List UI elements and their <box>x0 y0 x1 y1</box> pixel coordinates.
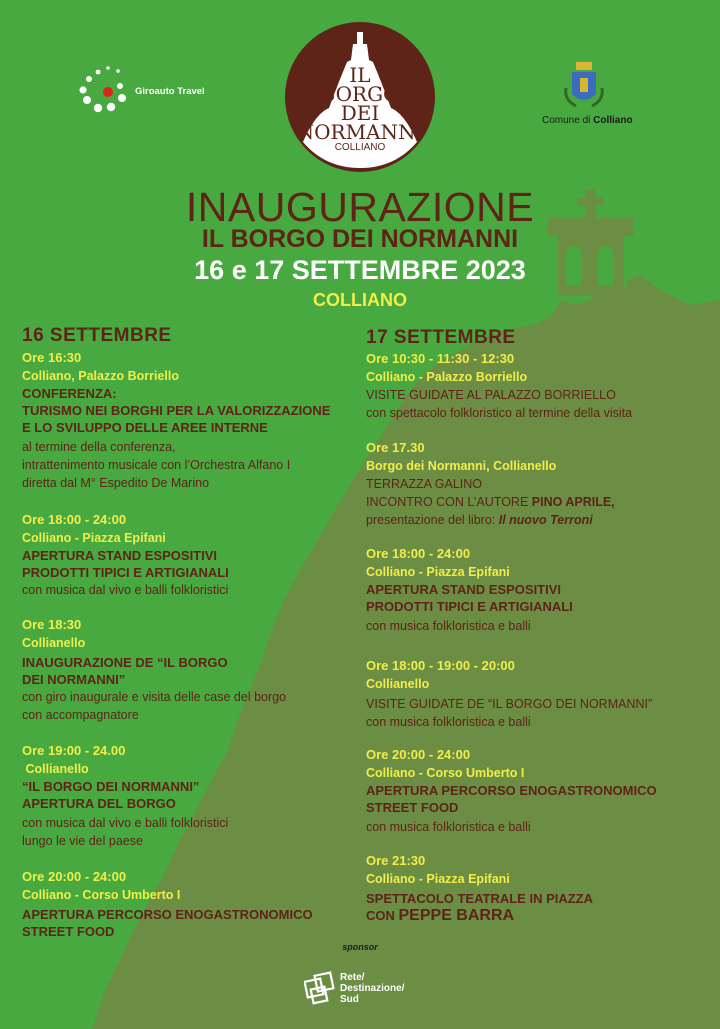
performer-name: PEPPE BARRA <box>398 907 515 924</box>
event-desc-line: con musica dal vivo e balli folkloristici <box>22 583 229 597</box>
event-place: Colliano - Piazza Epifani <box>22 531 166 545</box>
event-place: Collianello <box>366 677 430 691</box>
event-title-line: STREET FOOD <box>22 924 115 939</box>
day2-title: 17 SETTEMBRE <box>366 327 516 348</box>
day2-event-3 <box>366 545 573 635</box>
event-time: Ore 21:30 <box>366 853 426 868</box>
main-title: INAUGURAZIONE <box>185 184 535 230</box>
main-subtitle: IL BORGO DEI NORMANNI <box>201 225 519 253</box>
borgo-logo-title <box>285 63 435 144</box>
event-title-line: E LO SVILUPPO DELLE AREE INTERNE <box>22 420 268 435</box>
event-time: Ore 20:00 - 24:00 <box>22 869 127 884</box>
event-title-line: TURISMO NEI BORGHI PER LA VALORIZZAZIONE <box>22 403 331 418</box>
borgo-logo-sub: COLLIANO <box>334 142 386 153</box>
comune-label <box>542 115 633 126</box>
sponsor-label: sponsor <box>342 942 378 952</box>
event-title-line: APERTURA STAND ESPOSITIVI <box>366 582 562 597</box>
event-desc-line: con musica folkloristica e balli <box>366 715 531 729</box>
event-desc-line: lungo le vie del paese <box>22 834 143 848</box>
day1-title: 16 SETTEMBRE <box>22 325 172 346</box>
event-time: Ore 18:30 <box>22 617 82 632</box>
event-title-line: PRODOTTI TIPICI E ARTIGIANALI <box>22 565 229 580</box>
rete-line2: Destinazione/ <box>340 983 405 994</box>
borgo-logo <box>285 22 435 172</box>
rete-logo-text <box>340 972 404 1005</box>
event-time: Ore 19:00 - 24.00 <box>22 743 126 758</box>
event-desc-line <box>366 511 615 529</box>
giroauto-logo-icon <box>78 64 128 114</box>
event-place: Collianello <box>22 636 86 650</box>
event-desc-line: diretta dal M° Espedito De Marino <box>22 476 210 490</box>
event-dates: 16 e 17 SETTEMBRE 2023 <box>194 255 526 285</box>
event-title-line: CONFERENZA: <box>22 386 117 401</box>
rete-line3: Sud <box>340 994 359 1005</box>
day2-event-2 <box>366 439 615 529</box>
event-title-line: STREET FOOD <box>366 800 459 815</box>
event-title-line: DEI NORMANNI” <box>22 672 126 687</box>
comune-crest-icon <box>562 58 606 110</box>
event-time: Ore 18:00 - 19:00 - 20:00 <box>366 658 515 673</box>
day1-event-2 <box>22 511 229 599</box>
event-text: INCONTRO CON L’AUTORE <box>366 495 532 509</box>
day1-event-1 <box>22 349 330 492</box>
borgo-logo-line2: BORGO <box>320 82 400 106</box>
rete-logo-icon <box>304 970 336 1006</box>
day1-event-4 <box>22 742 228 850</box>
borgo-logo-line1: IL <box>349 63 371 87</box>
event-desc-line: intrattenimento musicale con l’Orchestra Alfano I <box>22 458 291 472</box>
event-title-line: VISITE GUIDATE DE “IL BORGO DEI NORMANNI” <box>366 697 653 711</box>
event-time: Ore 17.30 <box>366 440 425 455</box>
event-place: Colliano - Corso Umberto I <box>366 766 525 780</box>
event-time: Ore 18:00 - 24:00 <box>366 546 471 561</box>
event-place: Colliano - Piazza Epifani <box>366 872 510 886</box>
event-place: COLLIANO <box>313 290 407 310</box>
comune-prefix: Comune di <box>542 115 594 126</box>
event-desc-line: con accompagnatore <box>22 708 139 722</box>
event-place: Colliano - Piazza Epifani <box>366 565 510 579</box>
event-title-line: APERTURA STAND ESPOSITIVI <box>22 548 218 563</box>
event-place: Borgo dei Normanni, Collianello <box>366 459 557 473</box>
event-time: Ore 18:00 - 24:00 <box>22 512 127 527</box>
giroauto-logo-text: Giroauto Travel <box>135 86 205 97</box>
event-title-line: SPETTACOLO TEATRALE IN PIAZZA <box>366 891 594 906</box>
event-place: Colliano, Palazzo Borriello <box>22 369 179 383</box>
comune-name: Colliano <box>593 115 633 126</box>
event-desc-line: al termine della conferenza, <box>22 440 176 454</box>
event-title-line: VISITE GUIDATE AL PALAZZO BORRIELLO <box>366 388 616 402</box>
borgo-logo-line4: NORMANNI <box>296 120 424 144</box>
day2-event-1 <box>366 350 632 422</box>
rete-line1: Rete/ <box>340 972 365 983</box>
event-text: CON <box>366 908 399 923</box>
day1-event-5 <box>22 868 313 940</box>
book-title: Il nuovo Terroni <box>498 513 593 527</box>
event-title-line: “IL BORGO DEI NORMANNI” <box>22 779 200 794</box>
event-desc-line: con musica dal vivo e balli folkloristici <box>22 816 229 830</box>
event-title-line: APERTURA PERCORSO ENOGASTRONOMICO <box>366 783 657 798</box>
event-time: Ore 10:30 - 11:30 - 12:30 <box>366 351 515 366</box>
day2-event-6 <box>366 852 593 924</box>
event-desc-line: con musica folkloristica e balli <box>366 820 531 834</box>
event-desc-line: con musica folkloristica e balli <box>366 619 531 633</box>
author-name: PINO APRILE, <box>531 495 615 509</box>
event-title-line: APERTURA PERCORSO ENOGASTRONOMICO <box>22 907 313 922</box>
event-place: Colliano - Corso Umberto I <box>22 888 181 902</box>
borgo-logo-line3: DEI <box>340 101 380 125</box>
event-title-line <box>366 493 615 511</box>
event-text: presentazione del libro: <box>366 513 499 527</box>
event-place: Colliano - Palazzo Borriello <box>366 370 528 384</box>
event-time: Ore 20:00 - 24:00 <box>366 747 471 762</box>
day2-event-5 <box>366 746 657 836</box>
event-title-line: APERTURA DEL BORGO <box>22 796 176 811</box>
event-title-line: PRODOTTI TIPICI E ARTIGIANALI <box>366 599 573 614</box>
event-desc-line: con giro inaugurale e visita delle case del borgo <box>22 690 287 704</box>
event-title-line: TERRAZZA GALINO <box>366 477 482 491</box>
event-place: Collianello <box>22 762 89 776</box>
event-time: Ore 16:30 <box>22 350 82 365</box>
event-desc-line: con spettacolo folkloristico al termine della visita <box>366 406 633 420</box>
day1-event-3 <box>22 616 286 724</box>
event-title-line <box>366 907 593 924</box>
event-title-line: INAUGURAZIONE DE “IL BORGO <box>22 655 228 670</box>
day2-event-4 <box>366 657 652 731</box>
